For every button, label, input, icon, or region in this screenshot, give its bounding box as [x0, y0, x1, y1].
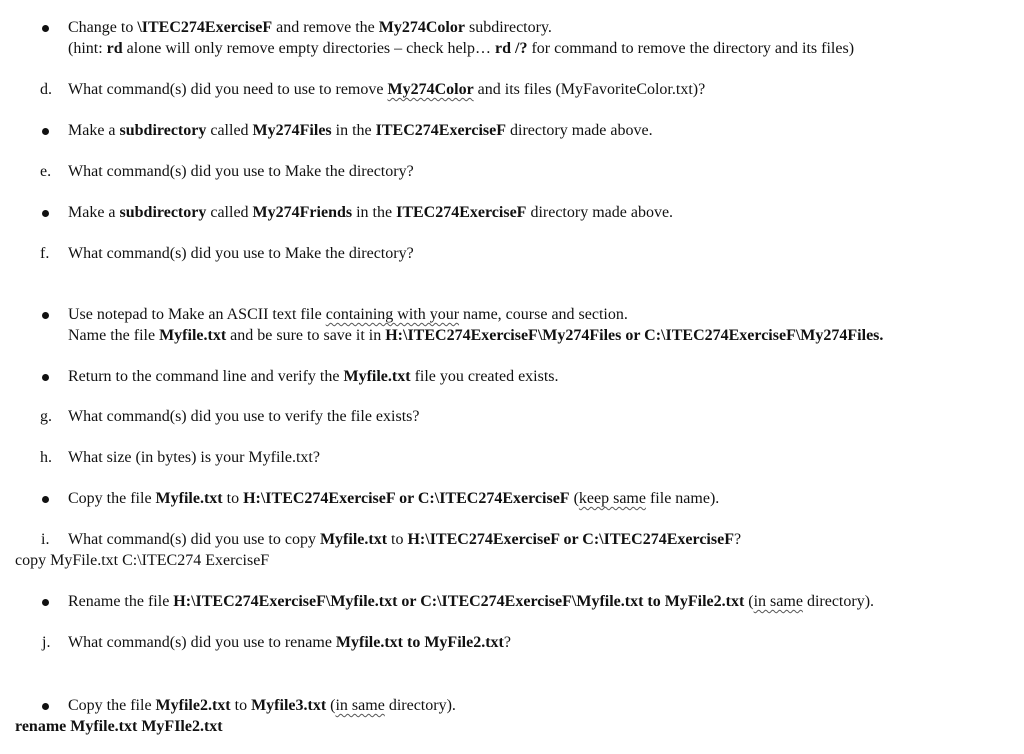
question-i: What command(s) did you use to copy Myfile.txt to H:\ITEC274ExerciseF or C:\ITEC274ExerciseF? — [68, 531, 742, 548]
question-marker-h: h. — [40, 449, 52, 466]
question-marker-g: g. — [40, 408, 52, 425]
instruction-rename-file: Rename the file H:\ITEC274ExerciseF\Myfile.txt or C:\ITEC274ExerciseF\Myfile.txt to MyFile2.txt (in same directory). — [68, 593, 875, 610]
bullet-marker — [42, 374, 49, 381]
instruction-change-dir: Change to \ITEC274ExerciseF and remove the My274Color subdirectory. — [68, 19, 552, 36]
question-j: What command(s) did you use to rename Myfile.txt to MyFile2.txt? — [68, 634, 511, 651]
question-marker-d: d. — [40, 81, 52, 98]
answer-j: rename Myfile.txt MyFIle2.txt — [15, 718, 223, 735]
question-marker-e: e. — [40, 163, 52, 180]
question-marker-j: j. — [42, 634, 51, 651]
question-g: What command(s) did you use to verify the file exists? — [68, 408, 420, 425]
instruction-notepad: Use notepad to Make an ASCII text file containing with your name, course and section. — [68, 306, 628, 323]
instruction-copy-file: Copy the file Myfile.txt to H:\ITEC274ExerciseF or C:\ITEC274ExerciseF (keep same file name). — [68, 490, 720, 507]
bullet-marker — [42, 210, 49, 217]
bullet-marker — [42, 496, 49, 503]
instruction-make-my274files: Make a subdirectory called My274Files in the ITEC274ExerciseF directory made above. — [68, 122, 653, 139]
bullet-marker — [42, 599, 49, 606]
bullet-marker — [42, 25, 49, 32]
answer-i: copy MyFile.txt C:\ITEC274 ExerciseF — [15, 552, 270, 569]
instruction-save-location: Name the file Myfile.txt and be sure to save it in H:\ITEC274ExerciseF\My274Files or C:\ITEC274ExerciseF\My274Files. — [68, 327, 884, 344]
question-marker-f: f. — [40, 245, 50, 262]
bullet-marker — [42, 128, 49, 135]
question-e: What command(s) did you use to Make the directory? — [68, 163, 414, 180]
question-marker-i: i. — [41, 531, 50, 548]
instruction-verify-file: Return to the command line and verify the Myfile.txt file you created exists. — [68, 368, 559, 385]
bullet-marker — [42, 703, 49, 710]
question-h: What size (in bytes) is your Myfile.txt? — [68, 449, 320, 466]
bullet-marker — [42, 312, 49, 319]
instruction-make-my274friends: Make a subdirectory called My274Friends in the ITEC274ExerciseF directory made above. — [68, 204, 674, 221]
question-d: What command(s) did you need to use to remove My274Color and its files (MyFavoriteColor.txt)? — [68, 81, 706, 98]
question-f: What command(s) did you use to Make the directory? — [68, 245, 414, 262]
instruction-hint: (hint: rd alone will only remove empty directories – check help… rd /? for command to remove the directory and its files) — [68, 40, 855, 57]
instruction-copy-myfile2: Copy the file Myfile2.txt to Myfile3.txt (in same directory). — [68, 697, 456, 714]
